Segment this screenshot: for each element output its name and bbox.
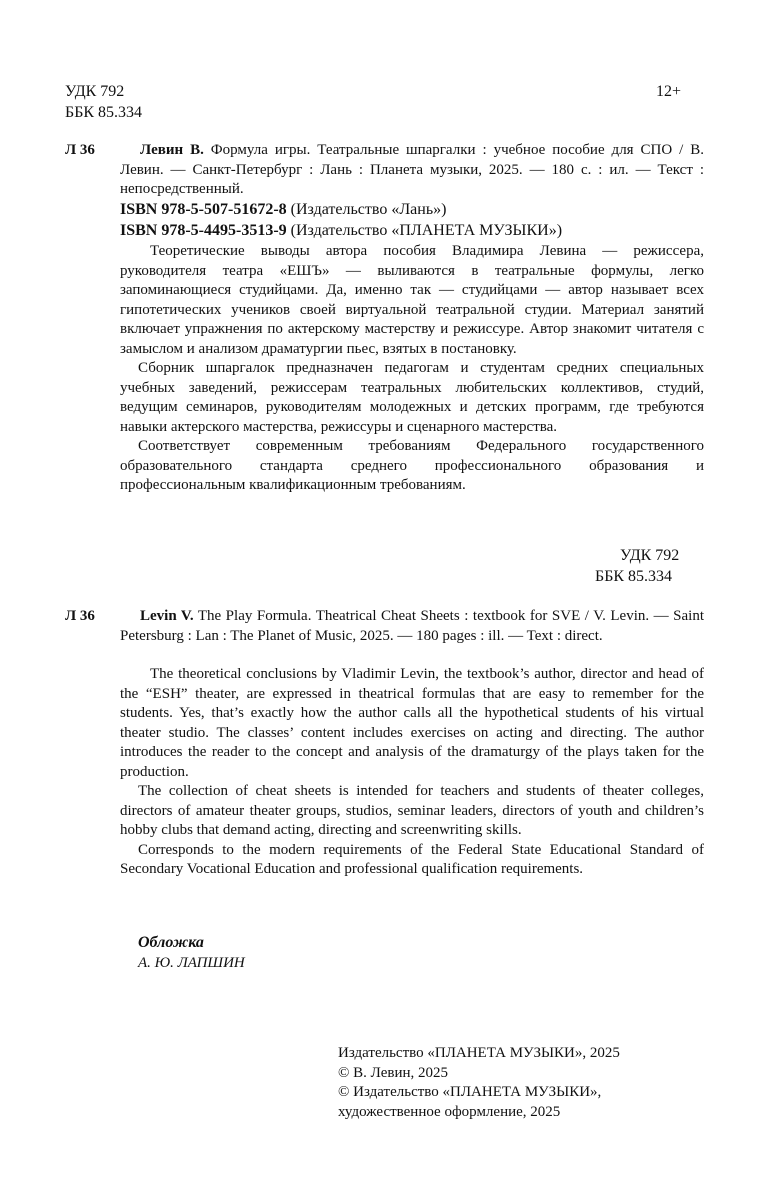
ru-author: Левин В.: [140, 142, 204, 158]
ru-annotation-paragraph-1: Теоретические выводы автора пособия Владимира Левина — режиссера, руководителя театра «ЕШЪ» — выливаются в театральные формулы, легко запоминающиеся студийцами. Да, именно так — студийцами — автор называет всех гипотетических учеников своей виртуальной театральной студии. Материал занятий включает упражнения по актерскому мастерству и режиссуре. Автор знакомит читателя с замыслом и анализом драматургии пьес, взятых в постановку.: [120, 243, 704, 357]
ru-annotation-paragraph-2: Сборник шпаргалок предназначен педагогам и студентам средних специальных учебных заведений, режиссерам театральных любительских коллективов, студий, ведущим семинаров, руководителям молодежных и детских программ, где требуются навыки актерского мастерства, режиссуры и сценарного мастерства.: [120, 360, 704, 435]
en-annotation-paragraph-2: The collection of cheat sheets is intended for teachers and students of theater colleges, directors of amateur theater groups, studios, seminar leaders, directors of youth and children’s hobby clubs that demand acting, directing and screenwriting skills.: [120, 783, 704, 838]
isbn-1-number: ISBN 978-5-507-51672-8: [120, 201, 287, 218]
ru-catalog-code: Л 36: [65, 142, 95, 158]
en-bibliographic-entry: [120, 607, 704, 646]
en-biblio-text: The Play Formula. Theatrical Cheat Sheets : textbook for SVE / V. Levin. — Saint Petersburg : Lan : The Planet of Music, 2025. — 180 pages : ill. — Text : direct.: [120, 608, 704, 644]
cover-artist: А. Ю. ЛАПШИН: [138, 955, 245, 971]
isbn-2-publisher: (Издательство «ПЛАНЕТА МУЗЫКИ»): [290, 222, 563, 239]
copyright-line-4: художественное оформление, 2025: [338, 1103, 561, 1120]
ru-bibliographic-entry: [120, 141, 704, 200]
top-udk: УДК 792: [65, 83, 125, 100]
en-catalog-code: Л 36: [65, 608, 95, 624]
ru-biblio-text: Формула игры. Театральные шпаргалки : учебное пособие для СПО / В. Левин. — Санкт-Петербург : Лань : Планета музыки, 2025. — 180 с. : ил. — Текст : непосредственный.: [120, 142, 705, 197]
copyright-line-1: Издательство «ПЛАНЕТА МУЗЫКИ», 2025: [338, 1045, 620, 1061]
copyright-block: [338, 1044, 718, 1122]
en-annotation: [120, 665, 704, 880]
copyright-line-2: © В. Левин, 2025: [338, 1064, 449, 1081]
ru-udk: УДК 792: [620, 547, 680, 564]
ru-bbk: ББК 85.334: [595, 568, 673, 585]
ru-isbn-1: [120, 200, 446, 220]
ru-annotation-paragraph-3: Соответствует современным требованиям Федерального государственного образовательного стандарта среднего профессионального образования и профессиональным квалификационным требованиям.: [120, 438, 704, 493]
en-annotation-paragraph-1: The theoretical conclusions by Vladimir Levin, the textbook’s author, director and head of the “ESH” theater, are expressed in theatrical formulas that are easy to remember for the students. Yes, that’s exactly how the author calls all the hypothetical students of his virtual theater studio. The classes’ content includes exercises on acting and directing. The author introduces the reader to the concept and analysis of the dramaturgy of the plays taken for the production.: [120, 666, 704, 780]
ru-annotation: [120, 242, 704, 496]
ru-isbn-2: [120, 221, 562, 241]
age-rating: 12+: [656, 83, 682, 100]
isbn-1-publisher: (Издательство «Лань»): [290, 201, 447, 218]
copyright-line-3: © Издательство «ПЛАНЕТА МУЗЫКИ»,: [338, 1084, 602, 1100]
isbn-2-number: ISBN 978-5-4495-3513-9: [120, 222, 287, 239]
en-author: Levin V.: [140, 608, 194, 624]
top-bbk: ББК 85.334: [65, 104, 143, 121]
cover-label: Обложка: [138, 934, 204, 951]
en-annotation-paragraph-3: Corresponds to the modern requirements of the Federal State Educational Standard of Secondary Vocational Education and professional qualification requirements.: [120, 841, 704, 877]
